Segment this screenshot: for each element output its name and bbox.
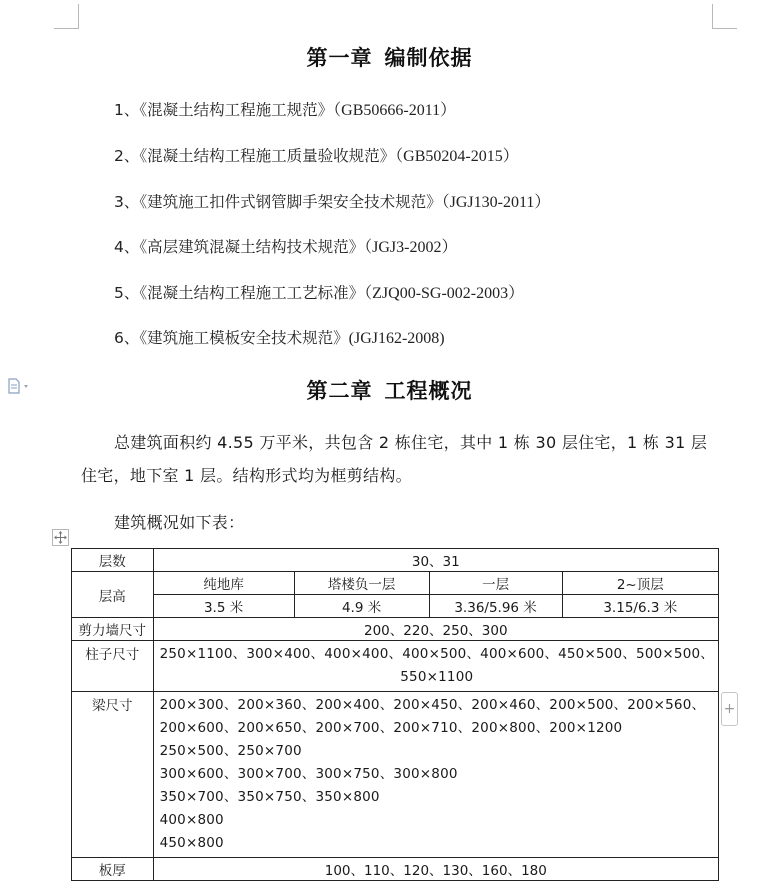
reference-name: 《建筑施工扣件式钢管脚手架安全技术规范》 [139,193,442,211]
reference-code: (JGJ162-2008) [348,330,445,347]
height-header: 一层 [429,572,562,595]
reference-index: 5、 [114,284,140,302]
height-header: 2~顶层 [562,572,718,595]
table-row [72,858,719,881]
shear-wall-value: 200、220、250、300 [153,618,718,641]
beam-size-line: 200×600、200×650、200×700、200×710、200×800、200×1200 [159,720,623,736]
table-row [72,692,719,858]
floors-label: 层数 [72,549,154,572]
slab-value: 100、110、120、130、160、180 [153,858,718,881]
page-corner-mark-right [712,4,737,29]
reference-name: 《高层建筑混凝土结构技术规范》 [139,238,365,256]
chapter-2-heading [0,375,779,405]
reference-index: 2、 [114,147,140,165]
beam-sizes [153,692,718,858]
reference-name: 《混凝土结构工程施工质量验收规范》 [139,147,396,165]
shear-wall-label: 剪力墙尺寸 [72,618,154,641]
height-value: 3.15/6.3 米 [562,595,718,618]
height-value: 4.9 米 [294,595,429,618]
reference-item [114,189,550,212]
reference-item [114,143,519,166]
beam-label: 梁尺寸 [72,692,154,858]
reference-name: 《混凝土结构工程施工工艺标准》 [139,284,365,302]
column-size-line: 250×1100、300×400、400×400、400×500、400×600、450×500、500×500、 [159,646,714,662]
reference-code: （JGJ3-2002） [364,239,458,256]
reference-code: （ZJQ00-SG-002-2003） [364,285,525,302]
table-move-handle-icon[interactable] [52,529,69,546]
reference-item [114,234,457,257]
project-overview-table [71,548,719,881]
reference-index: 1、 [114,101,140,119]
slab-label: 板厚 [72,858,154,881]
overview-paragraph-line-2: 住宅，地下室 1 层。结构形式均为框剪结构。 [81,466,412,485]
height-header: 纯地库 [153,572,294,595]
height-value: 3.5 米 [153,595,294,618]
add-column-icon[interactable]: + [721,692,738,726]
table-row [72,641,719,692]
page-corner-mark-left [54,4,79,29]
beam-size-line: 450×800 [159,835,224,851]
beam-size-line: 200×300、200×360、200×400、200×450、200×460、200×500、200×560、 [159,697,706,713]
height-value: 3.36/5.96 米 [429,595,562,618]
chapter-2-title: 工程概况 [384,379,473,403]
beam-size-line: 400×800 [159,812,224,828]
column-size-line: 550×1100 [400,669,474,685]
reference-code: （GB50666-2011） [333,102,457,119]
overview-paragraph-line-1: 总建筑面积约 4.55 万平米，共包含 2 栋住宅，其中 1 栋 30 层住宅，1 栋 31 层 [114,433,708,452]
beam-size-line: 300×600、300×700、300×750、300×800 [159,766,458,782]
table-row [72,549,719,572]
beam-size-line: 350×700、350×750、350×800 [159,789,380,805]
height-label: 层高 [72,572,154,618]
column-sizes [153,641,718,692]
reference-item [114,326,445,348]
reference-code: （GB50204-2015） [395,148,519,165]
table-row [72,595,719,618]
reference-name: 《建筑施工模板安全技术规范》 [139,329,349,347]
table-intro: 建筑概况如下表： [114,513,245,532]
beam-size-line: 250×500、250×700 [159,743,302,759]
chapter-2-number: 第二章 [306,379,373,403]
floors-value: 30、31 [153,549,718,572]
reference-item [114,280,524,303]
reference-name: 《混凝土结构工程施工规范》 [139,101,334,119]
chapter-1-title: 编制依据 [384,46,473,70]
reference-code: （JGJ130-2011） [441,194,551,211]
chapter-1-number: 第一章 [306,46,373,70]
height-header: 塔楼负一层 [294,572,429,595]
reference-index: 3、 [114,193,140,211]
table-row [72,572,719,595]
reference-index: 6、 [114,329,140,347]
chapter-1-heading [0,42,779,72]
reference-item [114,97,456,120]
table-row [72,618,719,641]
reference-index: 4、 [114,238,140,256]
column-label: 柱子尺寸 [72,641,154,692]
